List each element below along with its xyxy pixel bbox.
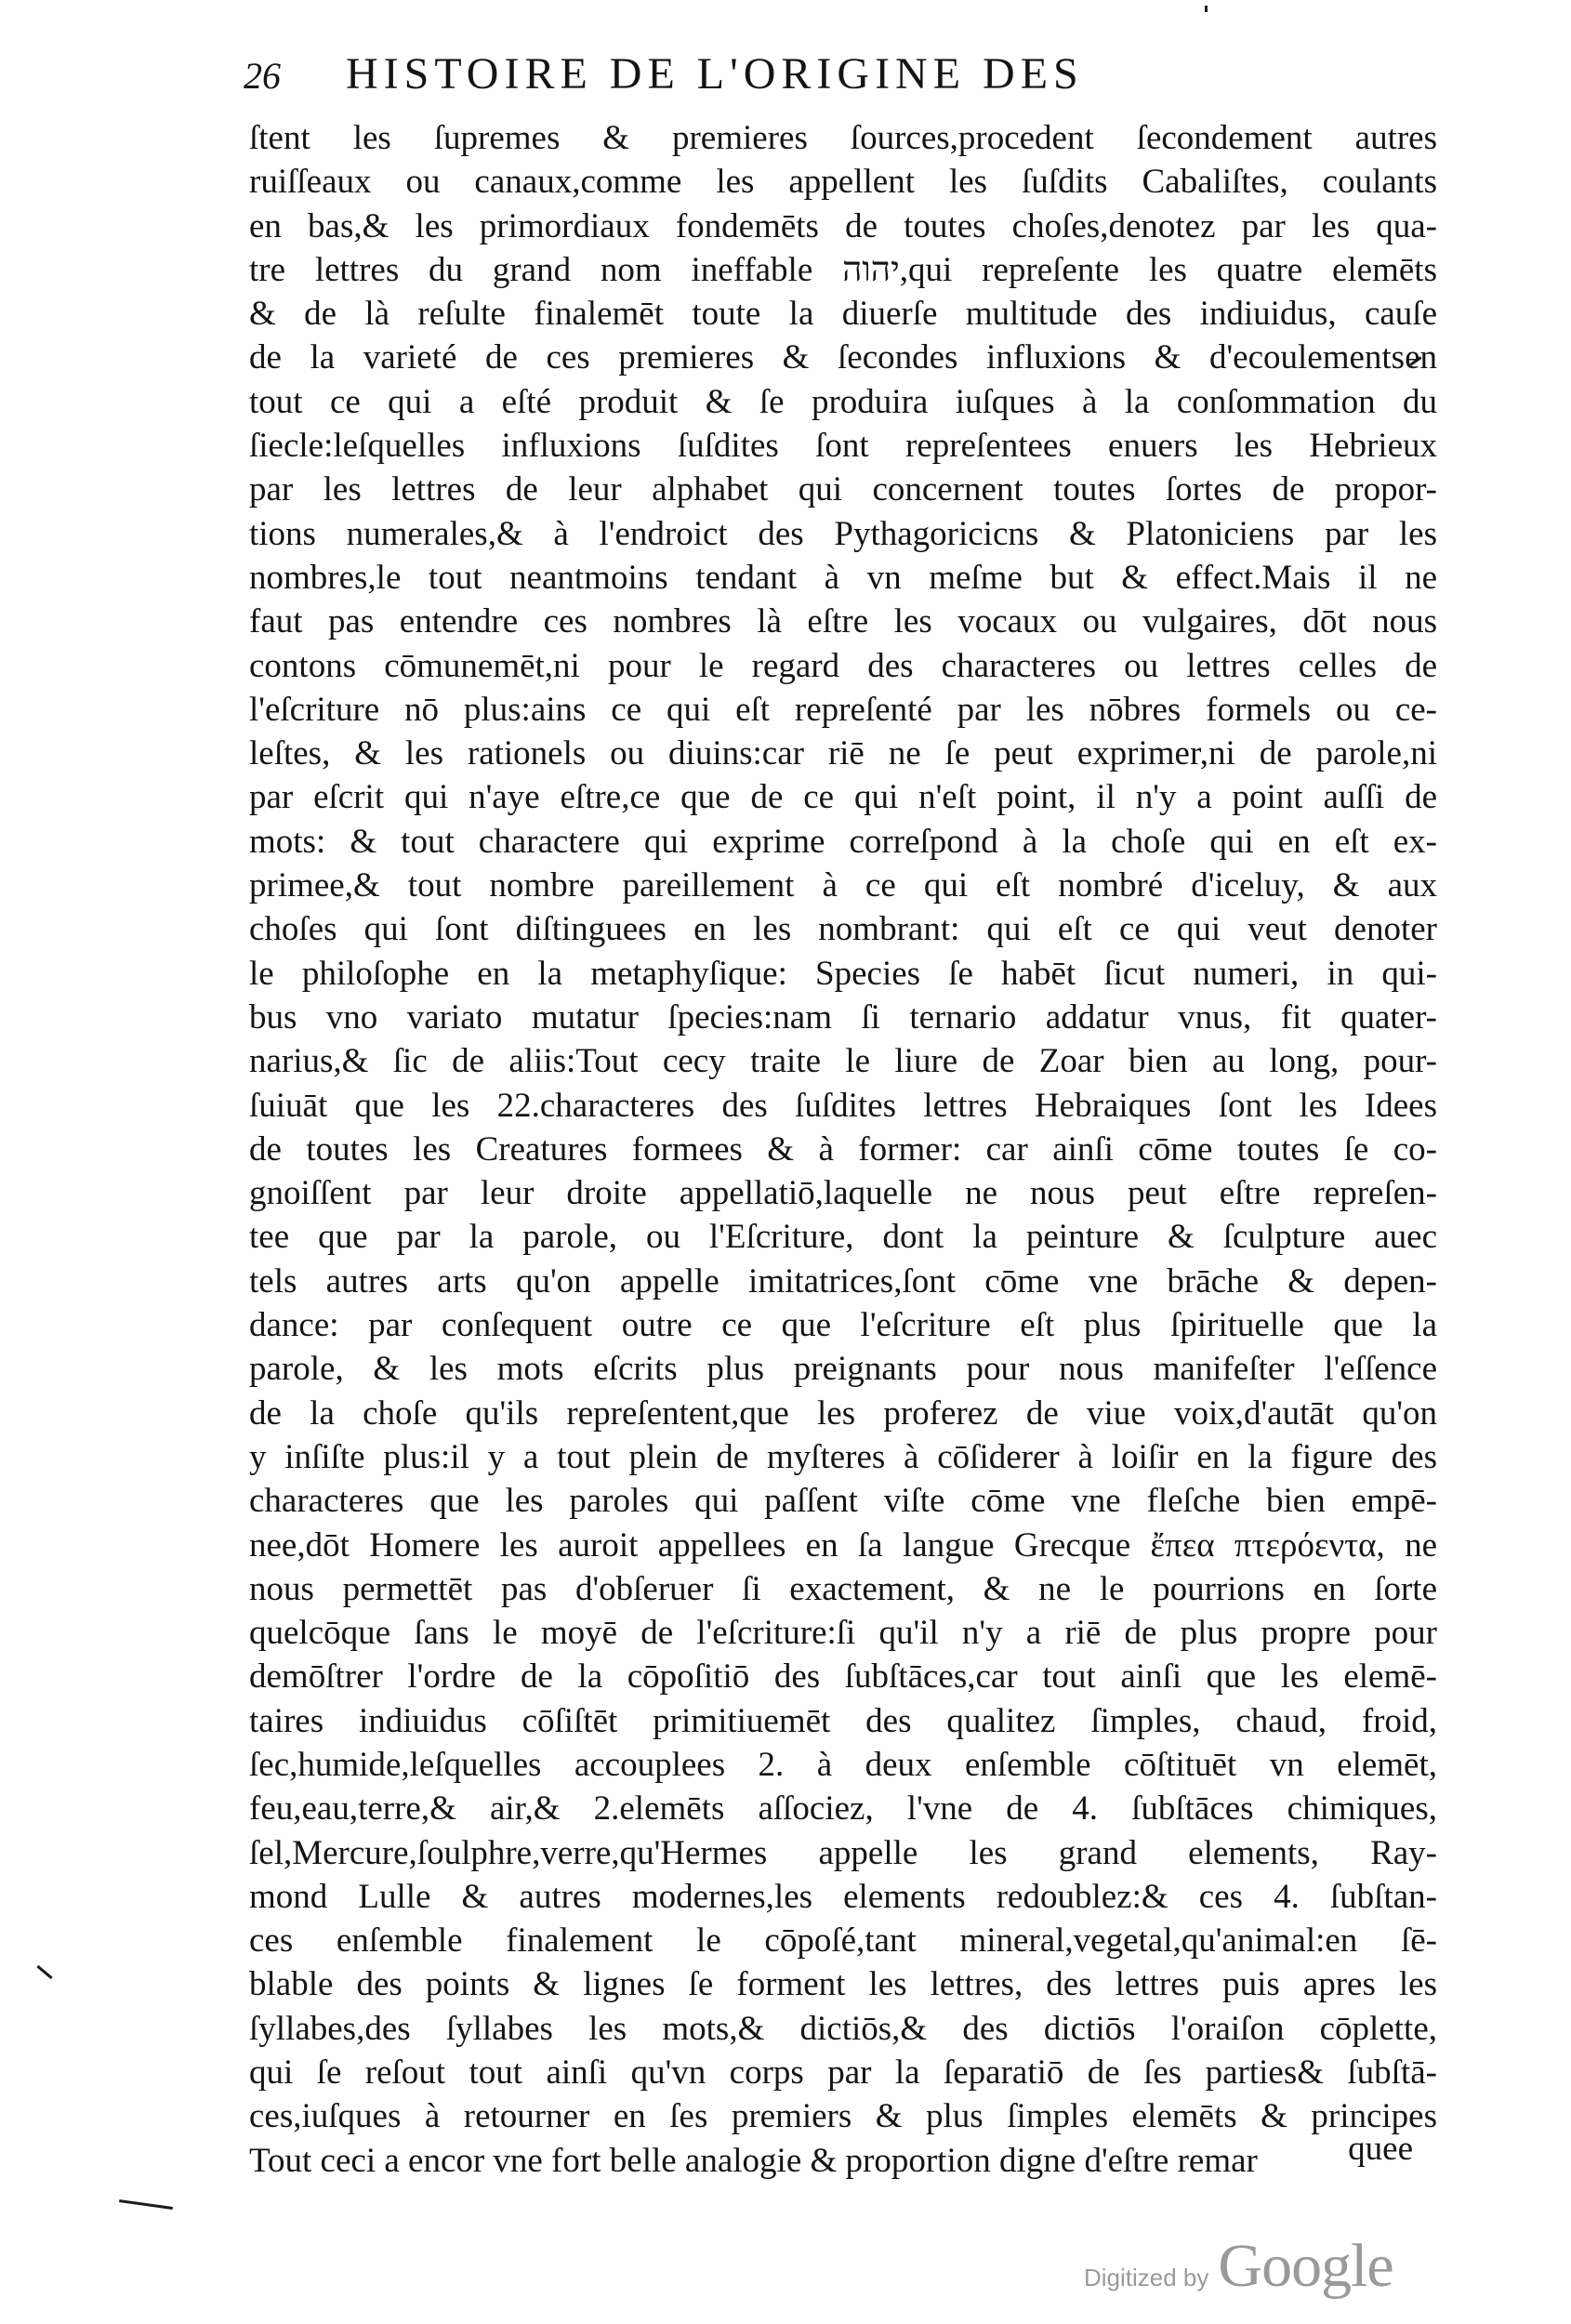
text-line: ces enſemble finalement le cōpoſé,tant mineral,vegetal,qu'animal:en ſē-: [249, 1921, 1437, 1961]
text-line: de toutes les Creatures formees & à former: car ainſi cōme toutes ſe co-: [249, 1129, 1437, 1169]
text-line: characteres que les paroles qui paſſent viſte cōme vne fleſche bien empē-: [249, 1482, 1437, 1521]
text-line: & de là reſulte finalemēt toute la diuerſe multitude des indiuidus, cauſe: [249, 295, 1437, 334]
text-line: le philoſophe en la metaphyſique: Species ſe habēt ſicut numeri, in qui-: [249, 954, 1437, 993]
text-line: qui ſe reſout tout ainſi qu'vn corps par la ſeparatiō de ſes parties& ſubſtā-: [249, 2053, 1437, 2093]
text-line: ſec,humide,leſquelles accouplees 2. à deux enſemble cōſtituēt vn elemēt,: [249, 1745, 1437, 1784]
text-line: ſuiuāt que les 22.characteres des ſuſdites lettres Hebraiques ſont les Idees: [249, 1086, 1437, 1125]
digitized-watermark: [1084, 2231, 1419, 2305]
text-line: faut pas entendre ces nombres là eſtre les vocaux ou vulgaires, dōt nous: [249, 602, 1437, 641]
text-line: contons cōmunemēt,ni pour le regard des characteres ou lettres celles de: [249, 646, 1437, 685]
scan-speck: [119, 2199, 173, 2210]
text-line: par eſcrit qui n'aye eſtre,ce que de ce qui n'eſt point, il n'y a point auſſi de: [249, 778, 1437, 817]
text-line: quelcōque ſans le moyē de l'eſcriture:ſi qu'il n'y a riē de plus propre pour: [249, 1614, 1437, 1653]
text-line: tre lettres du grand nom ineffable יהוה,qui repreſente les quatre elemēts: [249, 250, 1437, 289]
text-line: nee,dōt Homere les auroit appellees en ſa langue Grecque ἔπεα πτερόεντα, ne: [249, 1525, 1437, 1565]
text-line: parole, & les mots eſcrits plus preignants pour nous manifeſter l'eſſence: [249, 1350, 1437, 1389]
text-line: taires indiuidus cōſiſtēt primitiuemēt des qualitez ſimples, chaud, froid,: [249, 1701, 1437, 1740]
text-line: ſyllabes,des ſyllabes les mots,& dictiōs,& des dictiōs l'oraiſon cōplette,: [249, 2009, 1437, 2048]
text-line: nous permettēt pas d'obſeruer ſi exactement, & ne le pourrions en ſorte: [249, 1569, 1437, 1608]
text-line: en bas,& les primordiaux fondemēts de toutes choſes,denotez par les qua-: [249, 206, 1437, 245]
google-logo: Google: [1218, 2232, 1393, 2300]
text-line: tout ce qui a eſté produit & ſe produira iuſques à la conſommation du: [249, 382, 1437, 421]
catchword: quee: [1348, 2130, 1413, 2168]
text-line: ces,iuſques à retourner en ſes premiers & plus ſimples elemēts & principes: [249, 2097, 1437, 2136]
text-line: choſes qui ſont diſtinguees en les nombrant: qui eſt ce qui veut denoter: [249, 910, 1437, 949]
scan-speck: [36, 1965, 52, 1979]
text-line: dance: par conſequent outre ce que l'eſcriture eſt plus ſpirituelle que la: [249, 1306, 1437, 1345]
body-text: [249, 116, 1437, 2183]
text-line: leſtes, & les rationels ou diuins:car riē ne ſe peut exprimer,ni de parole,ni: [249, 734, 1437, 773]
page-number: 26: [244, 55, 281, 97]
text-line: tels autres arts qu'on appelle imitatrices,ſont cōme vne brāche & depen-: [249, 1261, 1437, 1301]
text-line: mond Lulle & autres modernes,les elements redoublez:& ces 4. ſubſtan-: [249, 1877, 1437, 1916]
text-line: de la varieté de ces premieres & ſecondes influxions & d'ecoulementsen: [249, 338, 1437, 377]
text-line: nombres,le tout neantmoins tendant à vn meſme but & effect.Mais il ne: [249, 558, 1437, 597]
text-line: ruiſſeaux ou canaux,comme les appellent les ſuſdits Cabaliſtes, coulants: [249, 163, 1437, 202]
text-line: ſtent les ſupremes & premieres ſources,procedent ſecondement autres: [249, 119, 1437, 157]
text-line: Tout ceci a encor vne fort belle analogie & proportion digne d'eſtre remar: [249, 2141, 1258, 2180]
text-line: par les lettres de leur alphabet qui concernent toutes ſortes de propor-: [249, 470, 1437, 509]
watermark-label: Digitized by: [1084, 2264, 1209, 2291]
text-line: feu,eau,terre,& air,& 2.elemēts aſſociez, l'vne de 4. ſubſtāces chimiques,: [249, 1789, 1437, 1829]
text-line: ſel,Mercure,ſoulphre,verre,qu'Hermes appelle les grand elements, Ray-: [249, 1833, 1437, 1872]
running-title: HISTOIRE DE L'ORIGINE DES: [346, 49, 1084, 99]
text-line: y inſiſte plus:il y a tout plein de myſteres à cōſiderer à loiſir en la figure des: [249, 1437, 1437, 1476]
text-line: bus vno variato mutatur ſpecies:nam ſi ternario addatur vnus, fit quater-: [249, 997, 1437, 1037]
text-line: tee que par la parole, ou l'Eſcriture, dont la peinture & ſculpture auec: [249, 1218, 1437, 1257]
text-line: gnoiſſent par leur droite appellatiō,laquelle ne nous peut eſtre repreſen-: [249, 1174, 1437, 1213]
text-line: narius,& ſic de aliis:Tout cecy traite le liure de Zoar bien au long, pour-: [249, 1042, 1437, 1081]
text-line: primee,& tout nombre pareillement à ce qui eſt nombré d'iceluy, & aux: [249, 866, 1437, 905]
text-line: blable des points & lignes ſe forment les lettres, des lettres puis apres les: [249, 1965, 1437, 2004]
running-head: [244, 48, 1285, 115]
text-line: mots: & tout charactere qui exprime correſpond à la choſe qui en eſt ex-: [249, 822, 1437, 861]
text-line: de la choſe qu'ils repreſentent,que les proferez de viue voix,d'autāt qu'on: [249, 1393, 1437, 1433]
text-line: ſiecle:leſquelles influxions ſuſdites ſont repreſentees enuers les Hebrieux: [249, 427, 1437, 466]
text-line: tions numerales,& à l'endroict des Pythagoricicns & Platoniciens par les: [249, 514, 1437, 553]
text-line: demōſtrer l'ordre de la cōpoſitiō des ſubſtāces,car tout ainſi que les elemē-: [249, 1657, 1437, 1697]
text-line: l'eſcriture nō plus:ains ce qui eſt repreſenté par les nōbres formels ou ce-: [249, 690, 1437, 729]
scan-speck: [1205, 6, 1208, 12]
